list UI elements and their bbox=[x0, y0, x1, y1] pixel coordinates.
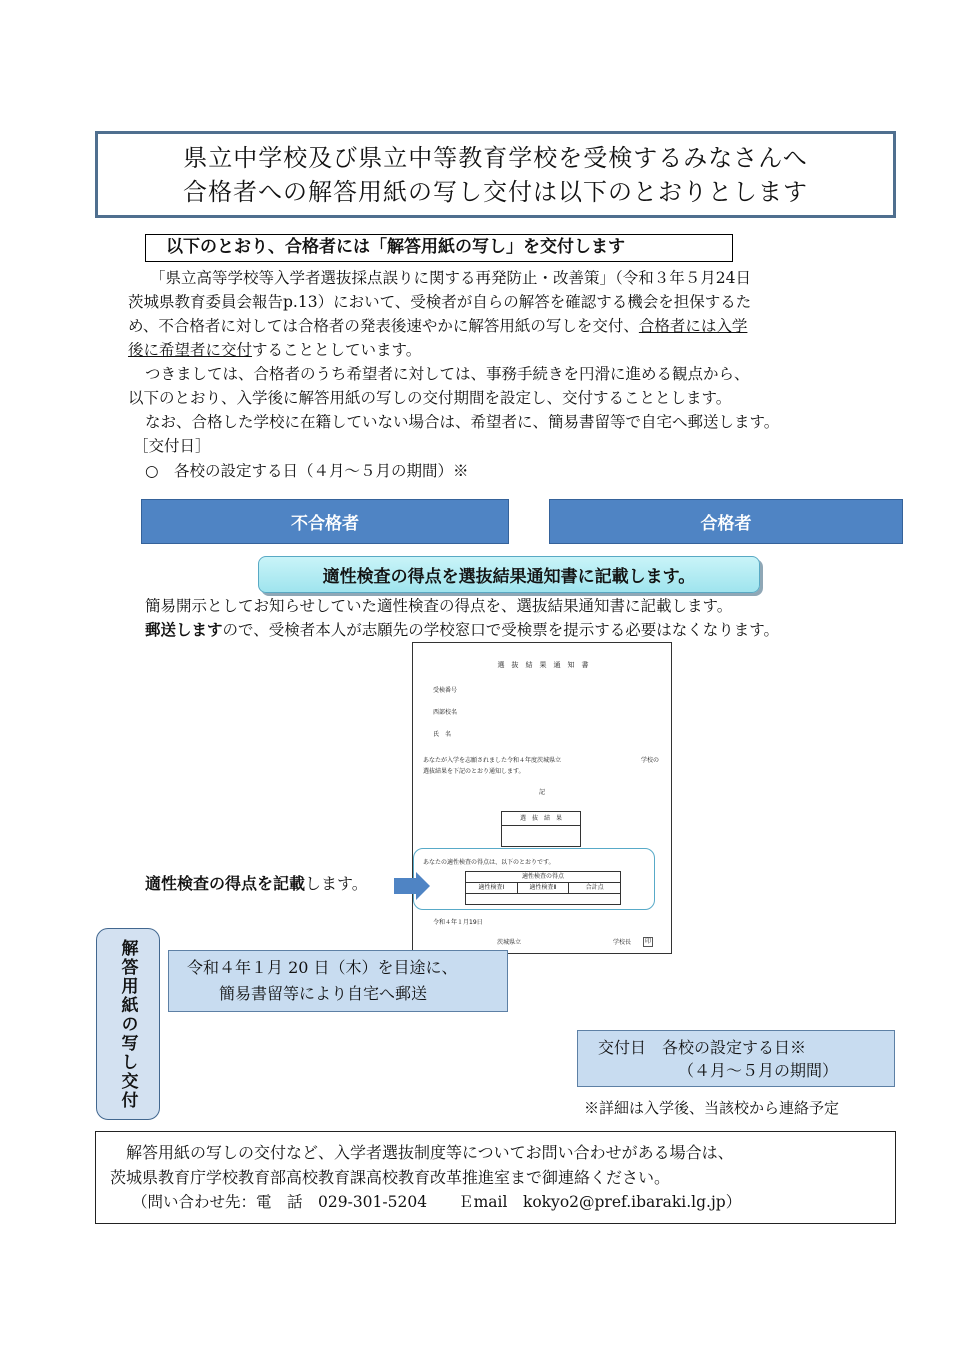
notice-text-line2 bbox=[145, 618, 779, 642]
doc-date: 令和４年１月19日 bbox=[433, 919, 483, 926]
contact-box bbox=[95, 1131, 896, 1224]
doc-field-name: 氏 名 bbox=[433, 731, 452, 738]
delivery-date-heading: ［交付日］ bbox=[133, 437, 211, 455]
passed-delivery-box bbox=[577, 1030, 895, 1087]
paragraph1-line4-underline: 後に希望者に交付 bbox=[128, 341, 253, 359]
footnote: ※詳細は入学後、当該校から連絡予定 bbox=[584, 1099, 840, 1117]
failed-delivery-box bbox=[168, 950, 508, 1012]
title-box bbox=[95, 131, 896, 218]
passed-header-label: 合格者 bbox=[700, 514, 752, 534]
title-line-2: 合格者への解答用紙の写し交付は以下のとおりとします bbox=[183, 177, 808, 206]
paragraph2-line1: つきましては、合格者のうち希望者に対しては、事務手続きを円滑に進める観点から、 bbox=[145, 365, 750, 383]
failed-delivery-line2: 簡易書留等により自宅へ郵送 bbox=[219, 984, 428, 1003]
delivery-date-item: ○ 各校の設定する日（４月～５月の期間）※ bbox=[145, 462, 469, 480]
passed-delivery-line2: （４月～５月の期間） bbox=[678, 1060, 839, 1080]
paragraph1-line3-text: め、不合格者に対しては合格者の発表後速やかに解答用紙の写しを交付、 bbox=[128, 317, 639, 335]
answer-sheet-copy-label-box bbox=[96, 928, 160, 1120]
paragraph1-line3 bbox=[128, 314, 747, 338]
notice-pill-label: 適性検査の得点を選抜結果通知書に記載します。 bbox=[322, 567, 696, 587]
contact-line3: （問い合わせ先：電 話 029-301-5204 Ｅmail kokyo2@pref.ibaraki.lg.jp） bbox=[132, 1193, 742, 1211]
paragraph3: なお、合格した学校に在籍していない場合は、希望者に、簡易書留等で自宅へ郵送します。 bbox=[145, 413, 780, 431]
doc-result-header: 選 抜 結 果 bbox=[502, 812, 580, 826]
doc-issuer: 茨城県立 bbox=[497, 939, 522, 946]
doc-field-exam-number: 受検番号 bbox=[433, 687, 458, 694]
passed-header bbox=[549, 499, 903, 544]
doc-score-intro: あなたの適性検査の得点は、以下のとおりです。 bbox=[423, 859, 555, 866]
paragraph2-line2: 以下のとおり、入学後に解答用紙の写しの交付期間を設定し、交付することとします。 bbox=[128, 389, 732, 407]
vertical-label: 解答用紙の写し交付 bbox=[117, 938, 138, 1110]
doc-score-table-header: 適性検査の得点 bbox=[466, 872, 620, 883]
notice-text-rest: ので、受検者本人が志願先の学校窓口で受検票を提示する必要はなくなります。 bbox=[222, 621, 779, 639]
paragraph1-line2: 茨城県教育委員会報告p.13）において、受検者が自らの解答を確認する機会を担保するた bbox=[128, 293, 752, 311]
arrow-right-icon bbox=[394, 872, 430, 900]
notice-text-bold: 郵送します bbox=[145, 621, 223, 639]
score-caption bbox=[145, 872, 368, 896]
score-callout bbox=[413, 848, 655, 910]
failed-header-label: 不合格者 bbox=[291, 514, 359, 534]
doc-intro-line1: あなたが入学を志願されました令和４年度茨城県立 bbox=[423, 757, 562, 764]
subheading: 以下のとおり、合格者には「解答用紙の写し」を交付します bbox=[145, 234, 733, 262]
score-caption-bold: 適性検査の得点を記載 bbox=[145, 874, 306, 893]
doc-score-col1: 適性検査Ⅰ bbox=[466, 883, 518, 893]
doc-intro-school-suffix: 学校の bbox=[641, 757, 660, 764]
score-caption-rest: します。 bbox=[305, 874, 368, 893]
doc-ki: 記 bbox=[539, 789, 546, 796]
notice-pill bbox=[258, 556, 760, 593]
contact-line2: 茨城県教育庁学校教育部高校教育課高校教育改革推進室まで御連絡ください。 bbox=[110, 1168, 671, 1187]
doc-intro-line2: 選抜結果を下記のとおり通知します。 bbox=[423, 768, 525, 775]
doc-seal: 印 bbox=[645, 938, 652, 945]
doc-score-col2: 適性検査Ⅱ bbox=[518, 883, 570, 893]
doc-score-col3: 合計点 bbox=[585, 884, 604, 891]
doc-principal: 学校長 bbox=[613, 939, 632, 946]
doc-title: 選 抜 結 果 通 知 書 bbox=[497, 661, 589, 669]
passed-delivery-line1: 交付日 各校の設定する日※ bbox=[598, 1037, 807, 1057]
failed-header bbox=[141, 499, 509, 544]
notice-text-line1: 簡易開示としてお知らせしていた適性検査の得点を、選抜結果通知書に記載します。 bbox=[145, 597, 733, 615]
paragraph1-line3-underline: 合格者には入学 bbox=[638, 317, 748, 335]
paragraph1-line1: 「県立高等学校等入学者選抜採点誤りに関する再発防止・改善策」（令和３年５月24日 bbox=[150, 269, 751, 287]
failed-delivery-line1: 令和４年１月 20 日（木）を目途に、 bbox=[187, 958, 458, 977]
doc-field-school: 西部校名 bbox=[433, 709, 458, 716]
title-line-1: 県立中学校及び県立中等教育学校を受検するみなさんへ bbox=[183, 143, 808, 172]
paragraph1-line4 bbox=[128, 338, 421, 362]
doc-result-box bbox=[501, 811, 581, 847]
contact-line1: 解答用紙の写しの交付など、入学者選抜制度等についてお問い合わせがある場合は、 bbox=[126, 1143, 734, 1162]
paragraph1-line4-text: することとしています。 bbox=[252, 341, 422, 359]
